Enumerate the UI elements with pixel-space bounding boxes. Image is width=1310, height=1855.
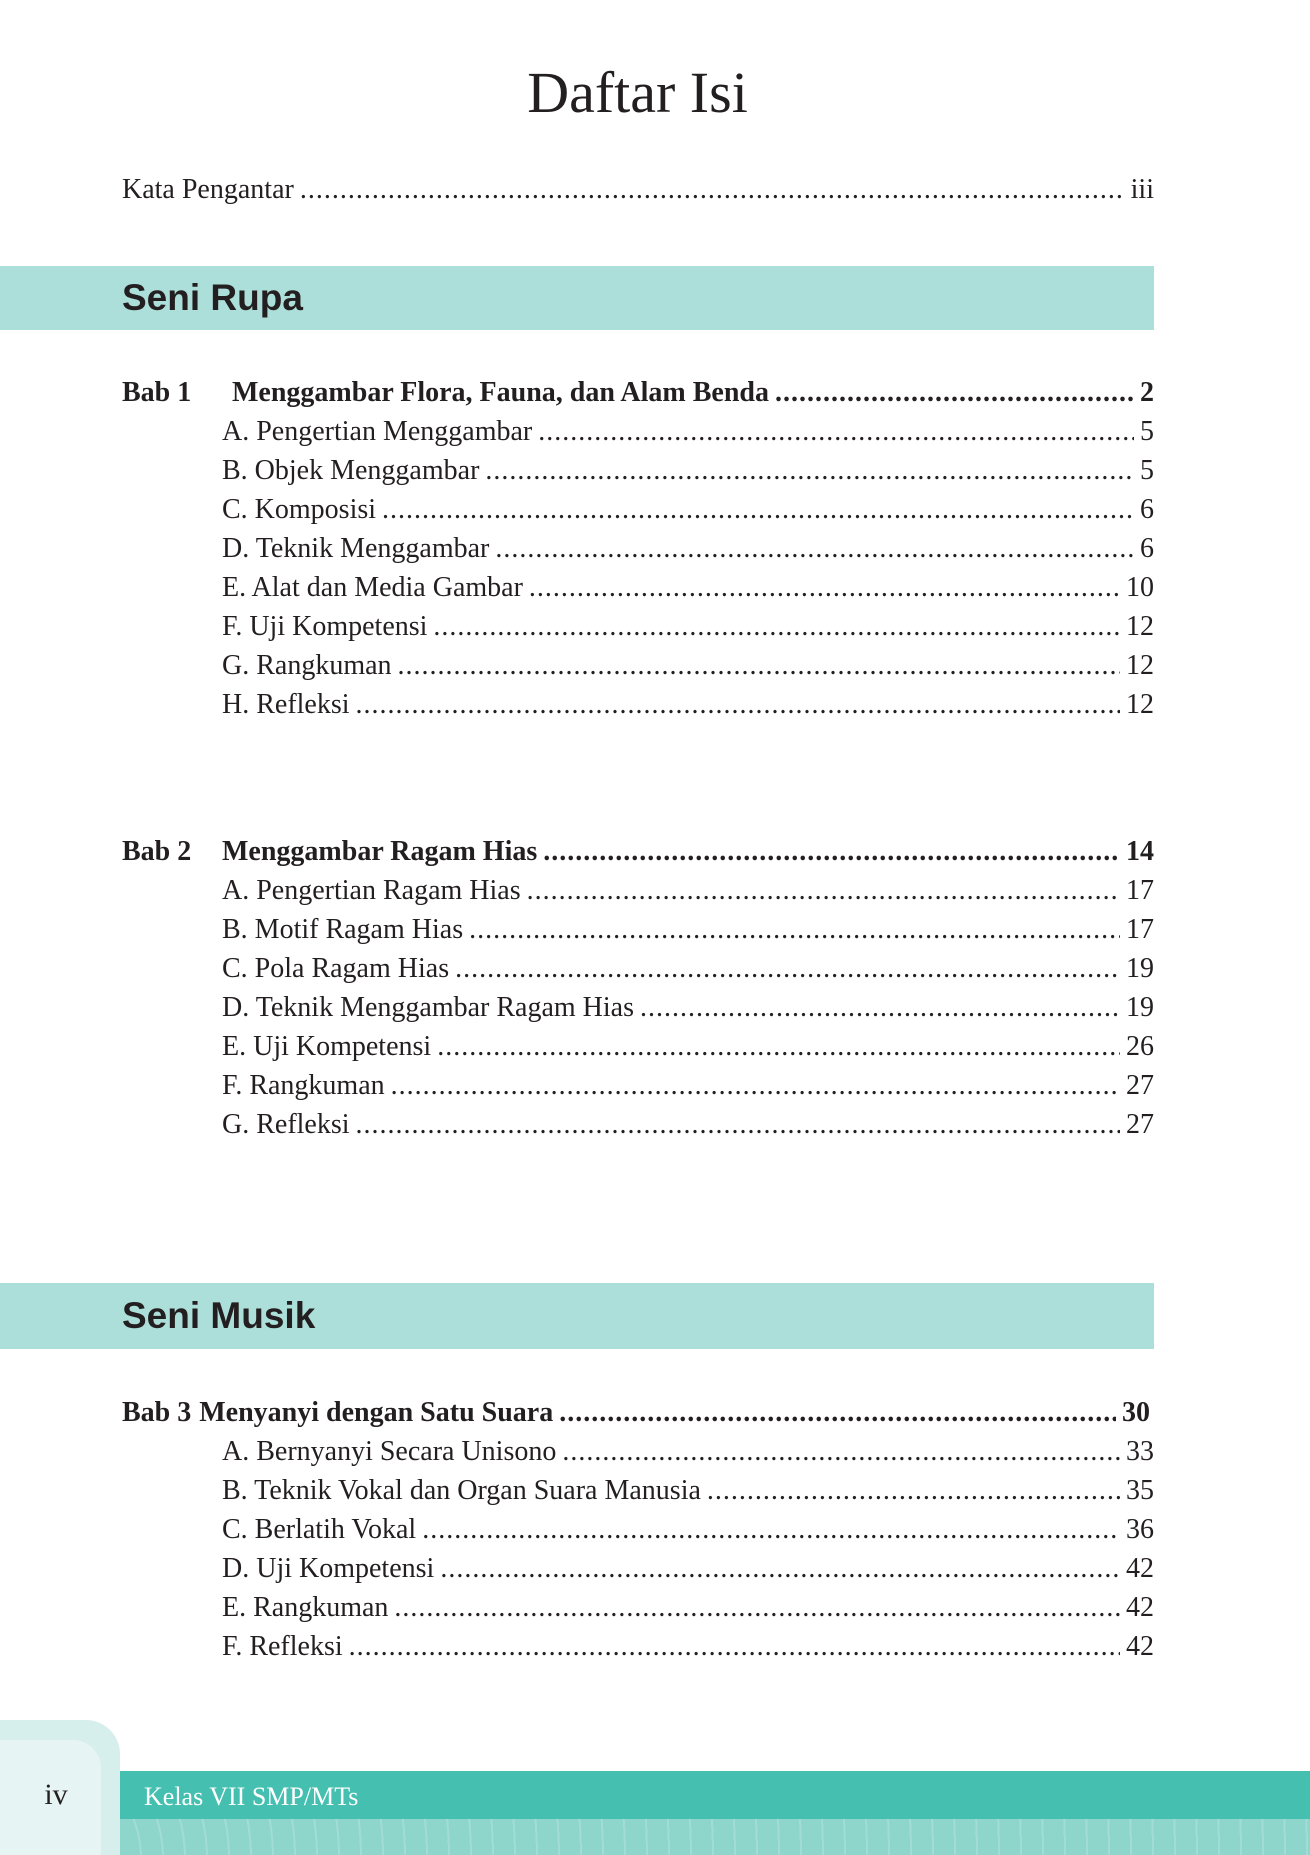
toc-item-page: 42 [1126, 1592, 1154, 1623]
leader-dots [356, 1107, 1120, 1143]
leader-dots [495, 531, 1134, 567]
leader-dots [543, 834, 1120, 870]
toc-item-label: B. Motif Ragam Hias [222, 914, 464, 945]
toc-item[interactable] [222, 951, 1154, 987]
toc-item[interactable] [222, 1107, 1154, 1143]
leader-dots [775, 375, 1134, 411]
toc-item-label: E. Alat dan Media Gambar [222, 572, 523, 603]
toc-item[interactable] [222, 912, 1154, 948]
leader-dots [391, 1068, 1120, 1104]
chapter-entry-bab-2[interactable] [122, 834, 1154, 870]
toc-item[interactable] [222, 570, 1154, 606]
leader-dots [382, 492, 1134, 528]
leader-dots [437, 1029, 1120, 1065]
chapter-title: Menggambar Ragam Hias [222, 836, 538, 867]
page-title: Daftar Isi [527, 60, 748, 125]
leader-dots [485, 453, 1134, 489]
toc-item-page: 27 [1126, 1109, 1154, 1140]
toc-item-label: B. Objek Menggambar [222, 455, 480, 486]
toc-item[interactable] [222, 609, 1154, 645]
footer-text: Kelas VII SMP/MTs [144, 1782, 359, 1811]
toc-item[interactable] [222, 648, 1154, 684]
section-band-seni-rupa [0, 266, 1154, 330]
leader-dots [559, 1395, 1116, 1431]
toc-item[interactable] [222, 1473, 1154, 1509]
chapter-page: 30 [1122, 1397, 1150, 1428]
section-band-seni-musik [0, 1283, 1154, 1349]
leader-dots [529, 570, 1120, 606]
toc-item-label: D. Teknik Menggambar Ragam Hias [222, 992, 634, 1023]
toc-item-page: 19 [1126, 992, 1154, 1023]
toc-item-label: D. Teknik Menggambar [222, 533, 490, 564]
toc-item-label: B. Teknik Vokal dan Organ Suara Manusia [222, 1475, 701, 1506]
toc-item[interactable] [222, 990, 1154, 1026]
leader-dots [562, 1434, 1120, 1470]
leader-dots [356, 687, 1120, 723]
chapter-page: 2 [1140, 377, 1154, 408]
leader-dots [433, 609, 1120, 645]
toc-item-page: 19 [1126, 953, 1154, 984]
toc-item-page: 27 [1126, 1070, 1154, 1101]
leader-dots [527, 873, 1120, 909]
toc-entry-label: Kata Pengantar [122, 174, 294, 205]
leader-dots [394, 1590, 1120, 1626]
toc-item[interactable] [222, 1512, 1154, 1548]
chapter-number: Bab 1 [122, 377, 192, 408]
toc-item-label: E. Uji Kompetensi [222, 1031, 432, 1062]
leader-dots [349, 1629, 1120, 1665]
toc-item-page: 33 [1126, 1436, 1154, 1467]
leader-dots [300, 172, 1125, 208]
chapter-page: 14 [1126, 836, 1154, 867]
toc-item-page: 12 [1126, 650, 1154, 681]
leader-dots [640, 990, 1120, 1026]
toc-item-label: F. Rangkuman [222, 1070, 385, 1101]
footer-pattern [0, 1819, 1310, 1855]
chapter-entry-bab-3[interactable] [122, 1395, 1150, 1431]
toc-item[interactable] [222, 492, 1154, 528]
toc-item-label: C. Berlatih Vokal [222, 1514, 417, 1545]
toc-item-page: 26 [1126, 1031, 1154, 1062]
toc-item-label: G. Rangkuman [222, 650, 392, 681]
toc-item-label: A. Pengertian Ragam Hias [222, 875, 521, 906]
chapter-number: Bab 2 [122, 836, 192, 867]
toc-item-label: A. Bernyanyi Secara Unisono [222, 1436, 557, 1467]
toc-item-label: C. Komposisi [222, 494, 377, 525]
toc-item-page: 42 [1126, 1631, 1154, 1662]
toc-item-label: G. Refleksi [222, 1109, 350, 1140]
leader-dots [422, 1512, 1120, 1548]
toc-item-page: 17 [1126, 914, 1154, 945]
toc-item[interactable] [222, 1590, 1154, 1626]
toc-item[interactable] [222, 1629, 1154, 1665]
toc-item-page: 42 [1126, 1553, 1154, 1584]
section-heading: Seni Rupa [122, 277, 303, 318]
toc-item-label: D. Uji Kompetensi [222, 1553, 435, 1584]
leader-dots [538, 414, 1134, 450]
toc-item-page: 36 [1126, 1514, 1154, 1545]
chapter-number: Bab 3 [122, 1397, 192, 1428]
toc-item[interactable] [222, 873, 1154, 909]
toc-item-label: F. Refleksi [222, 1631, 343, 1662]
toc-entry-preface[interactable] [122, 172, 1154, 208]
toc-item-page: 12 [1126, 689, 1154, 720]
section-heading: Seni Musik [122, 1295, 316, 1336]
leader-dots [440, 1551, 1120, 1587]
toc-entry-page: iii [1130, 174, 1154, 205]
toc-item[interactable] [222, 531, 1154, 567]
toc-item-page: 6 [1140, 494, 1154, 525]
page-number: iv [44, 1778, 68, 1811]
toc-item-page: 17 [1126, 875, 1154, 906]
toc-item[interactable] [222, 1068, 1154, 1104]
chapter-title: Menggambar Flora, Fauna, dan Alam Benda [232, 377, 769, 408]
toc-item-page: 5 [1140, 416, 1154, 447]
toc-item-page: 35 [1126, 1475, 1154, 1506]
toc-item[interactable] [222, 687, 1154, 723]
toc-item[interactable] [222, 453, 1154, 489]
toc-item-page: 5 [1140, 455, 1154, 486]
toc-item-label: C. Pola Ragam Hias [222, 953, 450, 984]
leader-dots [398, 648, 1120, 684]
toc-item[interactable] [222, 1551, 1154, 1587]
toc-item-label: A. Pengertian Menggambar [222, 416, 533, 447]
toc-item-page: 10 [1126, 572, 1154, 603]
toc-item[interactable] [222, 414, 1154, 450]
toc-item[interactable] [222, 1029, 1154, 1065]
chapter-title: Menyanyi dengan Satu Suara [199, 1397, 554, 1428]
toc-item-label: H. Refleksi [222, 689, 350, 720]
toc-item[interactable] [222, 1434, 1154, 1470]
leader-dots [469, 912, 1120, 948]
toc-item-page: 6 [1140, 533, 1154, 564]
toc-item-label: F. Uji Kompetensi [222, 611, 428, 642]
toc-item-label: E. Rangkuman [222, 1592, 389, 1623]
leader-dots [455, 951, 1120, 987]
toc-item-page: 12 [1126, 611, 1154, 642]
chapter-entry-bab-1[interactable] [122, 375, 1154, 411]
leader-dots [707, 1473, 1120, 1509]
